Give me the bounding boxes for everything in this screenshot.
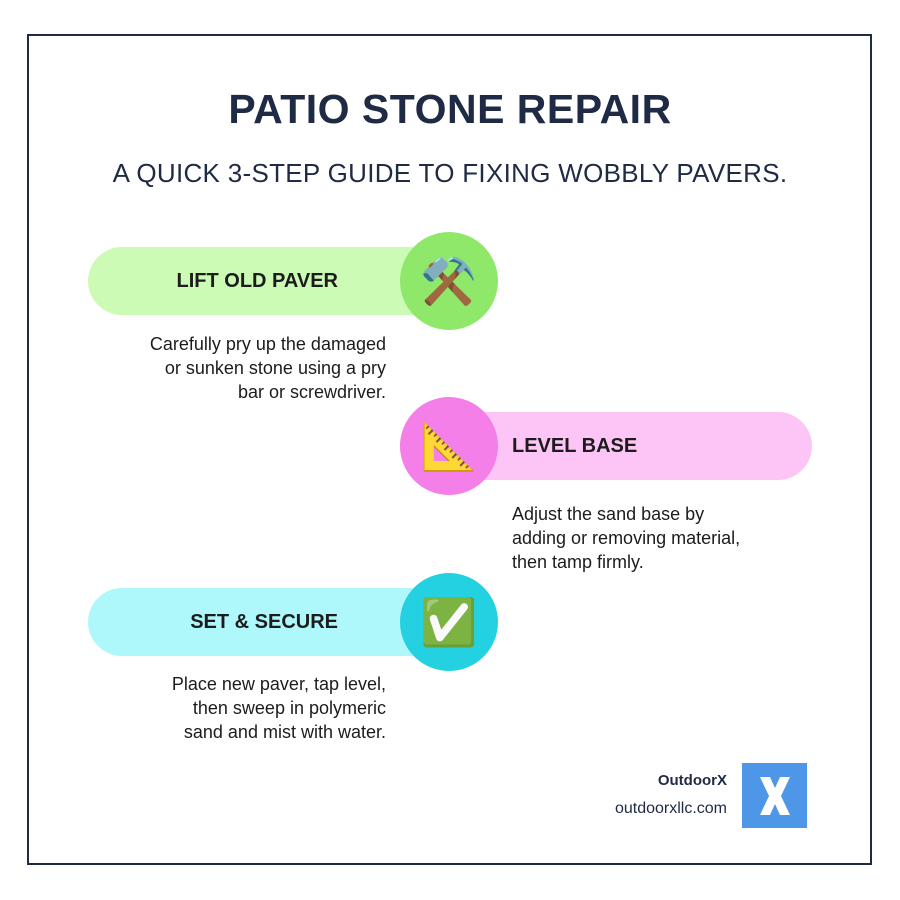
page-subtitle: A QUICK 3-STEP GUIDE TO FIXING WOBBLY PAVERS. (112, 158, 788, 188)
step-3-description (172, 672, 386, 744)
page-title: PATIO STONE REPAIR (228, 86, 672, 132)
step-3-description-line: then sweep in polymeric (192, 698, 386, 718)
brand-logo (742, 763, 807, 828)
step-1-icon-circle (400, 232, 498, 330)
check-mark-icon: ✅ (420, 596, 478, 648)
step-1-label: LIFT OLD PAVER (176, 269, 338, 292)
step-2-description-line: then tamp firmly. (512, 552, 644, 572)
step-3-description-line: sand and mist with water. (183, 722, 386, 742)
step-3-icon-circle (400, 573, 498, 671)
brand-url[interactable]: outdoorxllc.com (614, 800, 727, 817)
step-1-description-line: bar or screwdriver. (237, 382, 386, 402)
step-2-label: LEVEL BASE (512, 434, 638, 457)
hammer-and-wrench-icon: ⚒️ (420, 255, 478, 307)
step-2-description-line: Adjust the sand base by (512, 504, 705, 524)
step-2-icon-circle (400, 397, 498, 495)
brand-name: OutdoorX (657, 772, 727, 789)
x-logo-icon (752, 773, 798, 819)
step-2-description (512, 502, 740, 574)
step-2-description-line: adding or removing material, (512, 528, 741, 548)
step-3-label: SET & SECURE (190, 610, 338, 633)
step-3-description-line: Place new paver, tap level, (171, 674, 386, 694)
triangular-ruler-icon: 📐 (420, 420, 478, 472)
step-1-description-line: Carefully pry up the damaged (149, 334, 386, 354)
step-3-label-pill (88, 588, 450, 656)
step-1-description (150, 332, 386, 404)
step-1-description-line: or sunken stone using a pry (164, 358, 386, 378)
step-1-label-pill (88, 247, 450, 315)
